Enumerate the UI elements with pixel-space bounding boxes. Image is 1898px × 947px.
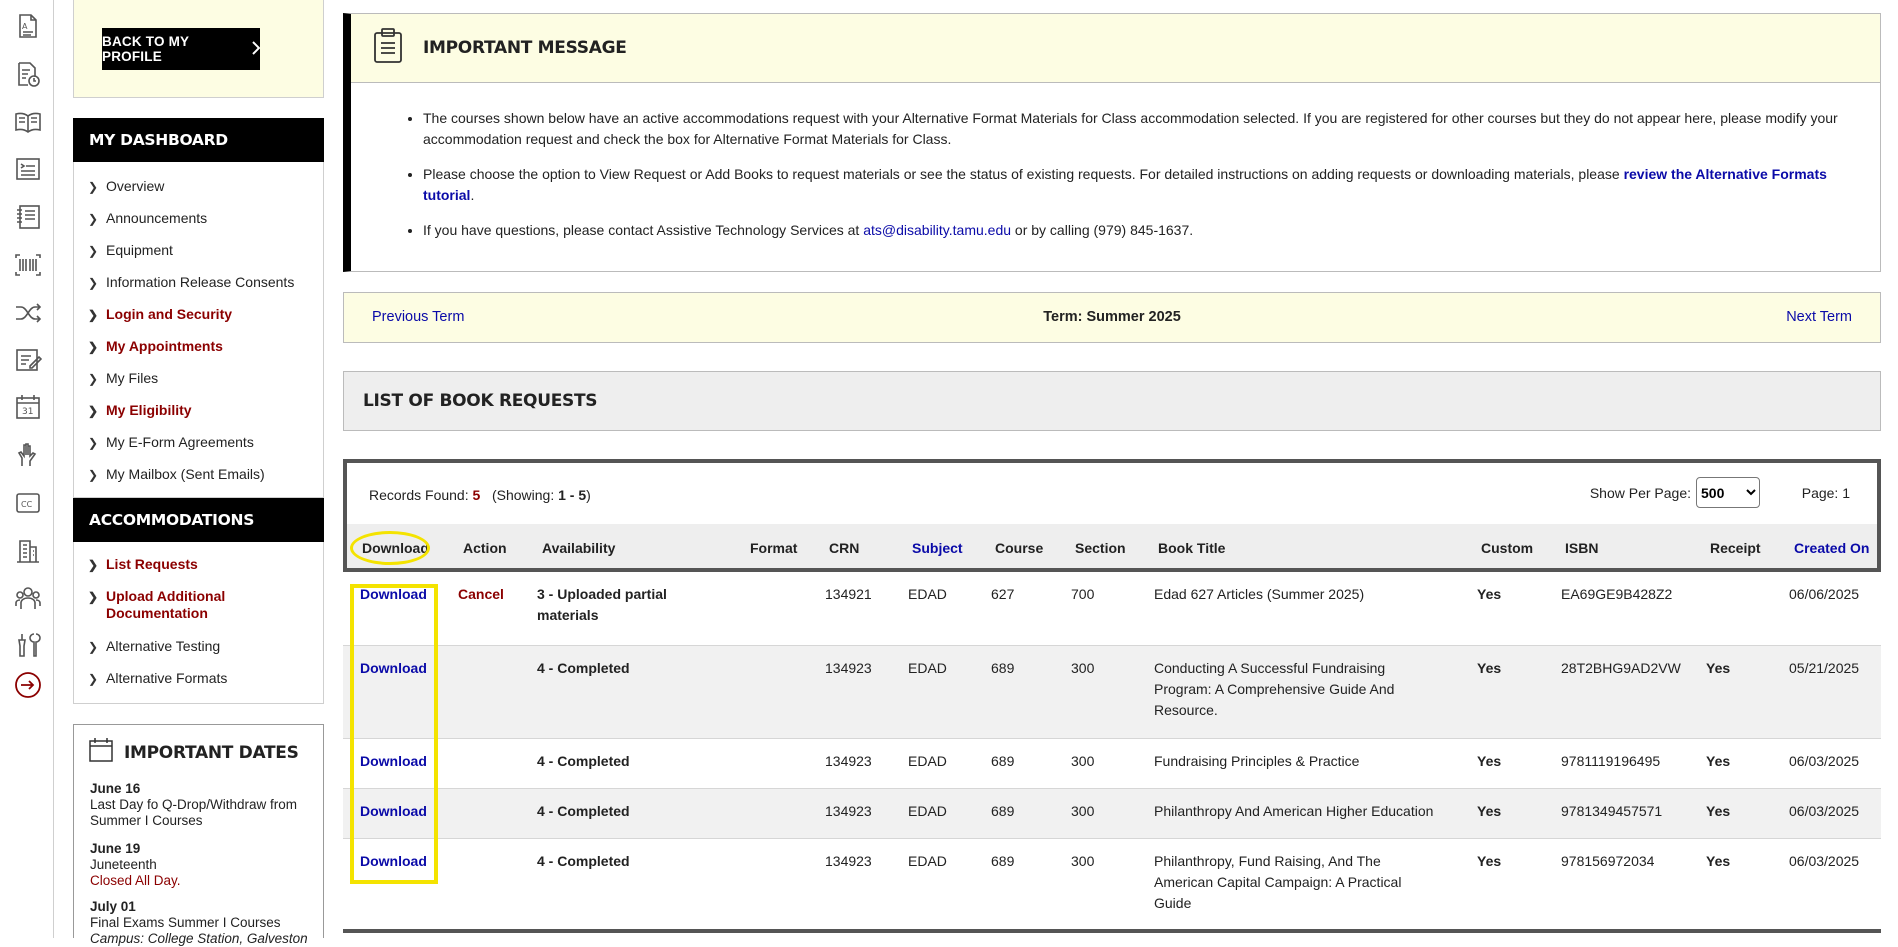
showing-pre: (Showing: [491,487,559,503]
dates-title-text: IMPORTANT DATES [124,742,299,763]
cancel-link[interactable]: Cancel [458,586,504,602]
availability-cell: 4 - Completed [537,660,630,676]
col-course: Course [995,540,1044,556]
chevron-right-icon: ❯ [88,372,99,386]
chevron-right-icon: ❯ [88,340,99,354]
closed-caption-icon[interactable] [14,489,42,517]
crn-cell: 134921 [825,586,872,602]
list-doc-icon[interactable] [14,155,42,183]
section-cell: 300 [1071,753,1095,769]
nav-label: List Requests [106,556,198,572]
nav-alternative-formats[interactable] [88,670,227,688]
nav-my-mailbox[interactable] [88,466,265,484]
nav-label: My Mailbox (Sent Emails) [106,466,265,482]
important-dates-title [88,737,299,768]
nav-announcements[interactable] [88,210,207,228]
receipt-cell: Yes [1706,660,1731,676]
dashboard-header: MY DASHBOARD [73,118,324,162]
chevron-right-icon: ❯ [88,468,99,482]
section-cell: 300 [1071,853,1095,869]
nav-label: Announcements [106,210,208,226]
back-to-profile-label: BACK TO MY PROFILE [102,34,190,64]
section-cell: 700 [1071,586,1095,602]
nav-alternative-testing[interactable] [88,638,220,656]
course-cell: 689 [991,753,1015,769]
date-text: Juneteenth [90,857,157,872]
nav-label: Login and Security [106,306,233,322]
chevron-right-icon: ❯ [88,244,99,258]
table-header [343,524,1881,572]
records-bar [343,459,1881,524]
col-subject-sort[interactable]: Subject [912,540,963,556]
alt-formats-tutorial-link[interactable]: review the Alternative Formats tutorial [423,166,1827,203]
chevron-right-icon: ❯ [88,308,99,322]
col-isbn: ISBN [1565,540,1599,556]
col-download: Download [362,540,429,556]
message-text: . [470,187,475,203]
download-header-highlight [350,531,430,565]
nav-label: My E-Form Agreements [106,434,254,450]
table-row [343,839,1881,929]
book-title-cell: Edad 627 Articles (Summer 2025) [1154,586,1365,602]
custom-cell: Yes [1477,803,1502,819]
form-edit-icon[interactable] [14,346,42,374]
message-text: If you have questions, please contact Assistive Technology Services at [423,222,864,238]
section-cell: 300 [1071,803,1095,819]
calendar-icon [88,737,114,768]
shuffle-icon[interactable] [14,299,42,327]
download-link[interactable]: Download [360,753,427,769]
per-page-select[interactable] [1696,477,1760,508]
date-text: Last Day fo Q-Drop/Withdraw from Summer I Courses [90,797,298,828]
showing-post: ) [586,487,591,503]
calendar-31-icon[interactable] [14,393,42,421]
message-bullet [423,220,1843,241]
isbn-cell: 28T2BHG9AD2VW [1561,660,1681,676]
col-action: Action [463,540,507,556]
created-cell: 06/06/2025 [1789,586,1860,602]
table-row [343,739,1881,789]
date-label: June 16 [90,781,141,796]
message-text: The courses shown below have an active accommodations request with your Alternative Format Materials for Class accommodation selected. If you are registered for other courses but they do not appear here, please modify your accommodation request and check the box for Alternative Format Materials for Class. [423,110,1838,147]
nav-list-requests[interactable] [88,556,198,574]
created-cell: 06/03/2025 [1789,753,1860,769]
previous-term-link[interactable]: Previous Term [372,309,465,325]
message-text: or by calling (979) 845-1637. [1011,222,1194,238]
ats-email-link[interactable]: ats@disability.tamu.edu [863,222,1012,238]
isbn-cell: 978156972034 [1561,853,1655,869]
nav-label: Equipment [106,242,173,258]
accommodations-header: ACCOMMODATIONS [73,498,324,542]
nav-my-eform-agreements[interactable] [88,434,254,452]
date-text: Final Exams Summer I Courses [90,915,281,930]
receipt-cell: Yes [1706,753,1731,769]
book-title-cell: Philanthropy And American Higher Education [1154,803,1434,819]
chevron-right-icon: ❯ [88,404,99,418]
availability-cell: 3 - Uploaded partial materials [537,586,667,623]
subject-cell: EDAD [908,586,947,602]
term-navigation [343,292,1881,343]
book-title-cell: Conducting A Successful Fundraising Program: A Comprehensive Guide And Resource. [1154,660,1395,718]
svg-text:A: A [22,22,28,31]
message-title: IMPORTANT MESSAGE [423,38,627,58]
list-title: LIST OF BOOK REQUESTS [343,371,1881,431]
custom-cell: Yes [1477,660,1502,676]
created-cell: 06/03/2025 [1789,803,1860,819]
nav-label: My Appointments [106,338,223,354]
created-cell: 05/21/2025 [1789,660,1860,676]
custom-cell: Yes [1477,753,1502,769]
chevron-right-icon: ❯ [88,640,99,654]
nav-login-and-security[interactable] [88,306,232,324]
notebook-icon[interactable] [14,203,42,231]
per-page-label: Show Per Page: [1589,485,1691,501]
course-cell: 627 [991,586,1015,602]
course-cell: 689 [991,803,1015,819]
download-link[interactable]: Download [360,660,427,676]
nav-my-files[interactable] [88,370,158,388]
message-bullet [423,108,1843,150]
open-book-icon[interactable] [14,108,42,136]
crn-cell: 134923 [825,803,872,819]
download-link[interactable]: Download [360,586,427,602]
col-book-title: Book Title [1158,540,1226,556]
date-entry [90,899,315,947]
col-receipt: Receipt [1710,540,1761,556]
message-bullet [423,164,1843,206]
col-section: Section [1075,540,1126,556]
table-row [343,789,1881,839]
svg-text:31: 31 [22,407,34,417]
chevron-right-icon: ❯ [88,180,99,194]
page-indicator: Page: 1 [1801,485,1850,501]
barcode-icon[interactable] [14,251,42,279]
subject-cell: EDAD [908,853,947,869]
nav-label: Information Release Consents [106,274,295,290]
receipt-cell: Yes [1706,803,1731,819]
document-az-icon[interactable] [14,12,42,40]
nav-my-eligibility[interactable] [88,402,192,420]
availability-cell: 4 - Completed [537,853,630,869]
nav-equipment[interactable] [88,242,173,260]
col-custom: Custom [1481,540,1534,556]
chevron-right-icon: ❯ [88,590,99,604]
table-bottom-rule [343,929,1881,933]
records-count: 5 [472,487,481,503]
nav-upload-documentation[interactable] [88,588,228,622]
download-link[interactable]: Download [360,853,427,869]
subject-cell: EDAD [908,803,947,819]
course-cell: 689 [991,853,1015,869]
book-title-cell: Philanthropy, Fund Raising, And The American Capital Campaign: A Practical Guide [1154,853,1402,911]
profile-box [73,0,324,98]
document-clock-icon[interactable] [14,60,42,88]
date-text-cut: Campus: College Station, Galveston [90,931,308,946]
crn-cell: 134923 [825,753,872,769]
chevron-right-icon [251,41,260,58]
custom-cell: Yes [1477,586,1502,602]
accommodations-nav [73,542,324,704]
message-header [351,14,1880,83]
col-availability: Availability [542,540,616,556]
availability-cell: 4 - Completed [537,803,630,819]
receipt-cell: Yes [1706,853,1731,869]
nav-label: My Eligibility [106,402,192,418]
chevron-right-icon: ❯ [88,436,99,450]
nav-overview[interactable] [88,178,164,196]
current-term: Term: Summer 2025 [1043,309,1181,325]
message-text: Please choose the option to View Request or Add Books to request materials or see the status of existing requests. For detailed instructions on adding requests or downloading materials, please [423,166,1624,182]
chevron-right-icon: ❯ [88,212,99,226]
date-entry [90,841,315,889]
isbn-cell: 9781349457571 [1561,803,1663,819]
course-cell: 689 [991,660,1015,676]
col-created-on-sort[interactable]: Created On [1794,540,1870,556]
download-column-highlight [350,584,438,884]
nav-my-appointments[interactable] [88,338,223,356]
book-title-cell: Fundraising Principles & Practice [1154,753,1360,769]
availability-cell: 4 - Completed [537,753,630,769]
subject-cell: EDAD [908,660,947,676]
nav-label: Alternative Testing [106,638,221,654]
building-icon[interactable] [14,537,42,565]
clipboard-icon [373,28,403,69]
chevron-right-icon: ❯ [88,558,99,572]
logout-icon[interactable] [14,671,42,699]
date-label: July 01 [90,899,136,914]
icon-rail [0,0,54,938]
records-label: Records Found: [369,487,473,503]
nav-label: Overview [106,178,165,194]
nav-information-release-consents[interactable] [88,274,294,292]
table-row [343,572,1881,646]
col-format: Format [750,540,798,556]
important-dates-panel [73,724,324,946]
group-icon[interactable] [14,584,42,612]
nav-label: Upload Additional Documentation [106,588,226,621]
important-message-panel [343,13,1881,272]
table-row [343,646,1881,739]
sign-language-icon[interactable] [14,441,42,469]
download-link[interactable]: Download [360,803,427,819]
custom-cell: Yes [1477,853,1502,869]
crn-cell: 134923 [825,660,872,676]
message-list [351,108,1843,255]
dashboard-nav [73,162,324,498]
back-to-profile-button[interactable] [102,28,260,70]
isbn-cell: 9781119196495 [1561,753,1661,769]
tools-icon[interactable] [14,631,42,659]
nav-label: Alternative Formats [106,670,228,686]
section-cell: 300 [1071,660,1095,676]
next-term-link[interactable]: Next Term [1786,309,1852,325]
crn-cell: 134923 [825,853,872,869]
chevron-right-icon: ❯ [88,276,99,290]
date-note: Closed All Day. [90,873,181,888]
subject-cell: EDAD [908,753,947,769]
records-found [369,487,591,503]
showing-range: 1 - 5 [558,487,587,503]
nav-label: My Files [106,370,159,386]
created-cell: 06/03/2025 [1789,853,1860,869]
svg-text:CC: CC [21,500,33,509]
isbn-cell: EA69GE9B428Z2 [1561,586,1673,602]
chevron-right-icon: ❯ [88,672,99,686]
col-crn: CRN [829,540,860,556]
date-entry [90,781,315,829]
date-label: June 19 [90,841,141,856]
